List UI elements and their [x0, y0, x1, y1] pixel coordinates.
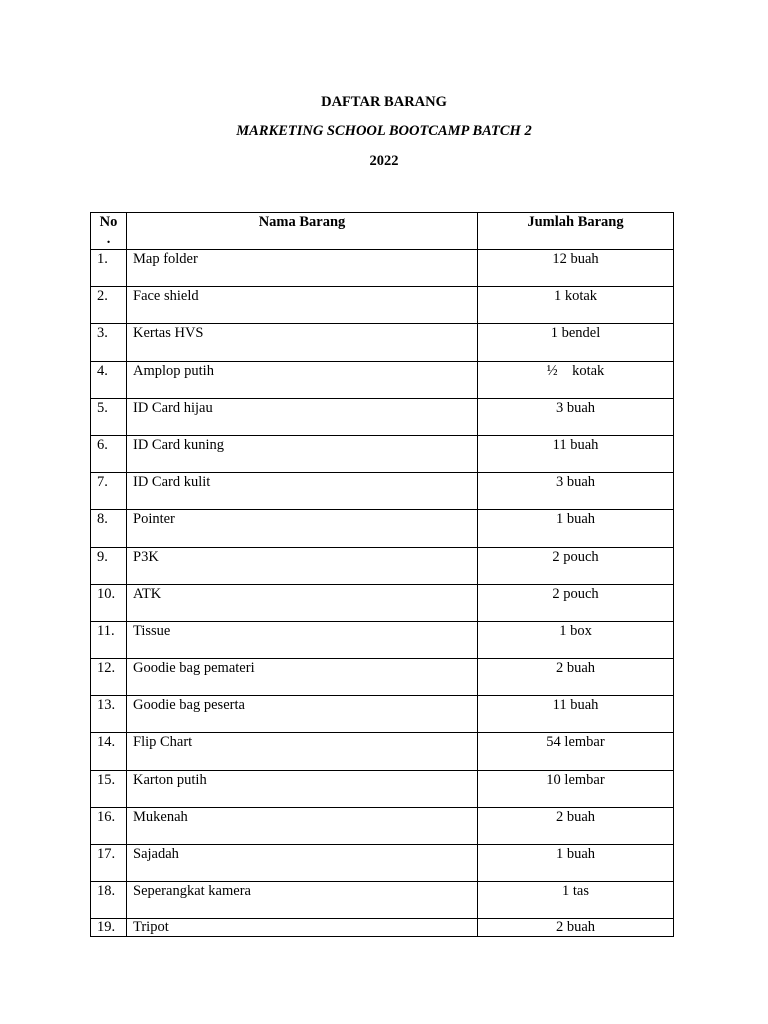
row-number: 9. — [91, 547, 127, 584]
row-number: 4. — [91, 361, 127, 398]
table-row — [91, 510, 674, 547]
table-row — [91, 361, 674, 398]
row-number: 10. — [91, 584, 127, 621]
item-quantity: 2 buah — [478, 659, 674, 696]
item-quantity: 2 pouch — [478, 547, 674, 584]
item-name: Tissue — [127, 621, 478, 658]
row-number: 2. — [91, 287, 127, 324]
document-title: DAFTAR BARANG — [321, 94, 447, 110]
item-quantity: 2 pouch — [478, 584, 674, 621]
table-row — [91, 733, 674, 770]
item-quantity: 1 tas — [478, 882, 674, 919]
item-name: Flip Chart — [127, 733, 478, 770]
item-name: Kertas HVS — [127, 324, 478, 361]
item-quantity: 54 lembar — [478, 733, 674, 770]
item-quantity: 1 bendel — [478, 324, 674, 361]
item-name: Mukenah — [127, 807, 478, 844]
item-quantity: 3 buah — [478, 398, 674, 435]
row-number: 12. — [91, 659, 127, 696]
item-name: Face shield — [127, 287, 478, 324]
item-quantity: 1 buah — [478, 845, 674, 882]
item-quantity: 1 kotak — [478, 287, 674, 324]
item-quantity: 11 buah — [478, 696, 674, 733]
table-body — [91, 250, 674, 937]
table-row — [91, 696, 674, 733]
table-row — [91, 473, 674, 510]
table-row — [91, 584, 674, 621]
item-name: P3K — [127, 547, 478, 584]
table-row — [91, 845, 674, 882]
row-number: 17. — [91, 845, 127, 882]
row-number: 16. — [91, 807, 127, 844]
item-name: Goodie bag pemateri — [127, 659, 478, 696]
item-quantity: 10 lembar — [478, 770, 674, 807]
row-number: 5. — [91, 398, 127, 435]
row-number: 13. — [91, 696, 127, 733]
item-name: ATK — [127, 584, 478, 621]
item-name: Map folder — [127, 250, 478, 287]
column-header-no — [91, 213, 127, 250]
item-quantity: 2 buah — [478, 807, 674, 844]
item-name: Seperangkat kamera — [127, 882, 478, 919]
item-name: Amplop putih — [127, 361, 478, 398]
row-number: 11. — [91, 621, 127, 658]
row-number: 14. — [91, 733, 127, 770]
table-row — [91, 621, 674, 658]
row-number: 3. — [91, 324, 127, 361]
row-number: 7. — [91, 473, 127, 510]
item-name: Karton putih — [127, 770, 478, 807]
item-name: ID Card kuning — [127, 435, 478, 472]
item-quantity: 1 buah — [478, 510, 674, 547]
table-row — [91, 770, 674, 807]
table-row — [91, 882, 674, 919]
table-row — [91, 807, 674, 844]
table-row — [91, 324, 674, 361]
table-header-row — [91, 213, 674, 250]
row-number: 19. — [91, 919, 127, 937]
row-number: 18. — [91, 882, 127, 919]
table-row — [91, 398, 674, 435]
row-number: 1. — [91, 250, 127, 287]
row-number: 6. — [91, 435, 127, 472]
table-row — [91, 547, 674, 584]
item-quantity: 2 buah — [478, 919, 674, 937]
column-header-no-line1: No — [99, 214, 118, 230]
column-header-no-line2: . — [106, 231, 111, 247]
document-year: 2022 — [369, 153, 399, 169]
document-subtitle: MARKETING SCHOOL BOOTCAMP BATCH 2 — [236, 123, 532, 139]
item-name: ID Card kulit — [127, 473, 478, 510]
table-row — [91, 287, 674, 324]
item-quantity: 11 buah — [478, 435, 674, 472]
item-quantity: 12 buah — [478, 250, 674, 287]
row-number: 15. — [91, 770, 127, 807]
table-row — [91, 659, 674, 696]
table-row — [91, 250, 674, 287]
items-table — [90, 212, 674, 937]
item-quantity: 3 buah — [478, 473, 674, 510]
item-name: Goodie bag peserta — [127, 696, 478, 733]
row-number: 8. — [91, 510, 127, 547]
item-quantity: ½ kotak — [478, 361, 674, 398]
column-header-name: Nama Barang — [127, 213, 478, 250]
table-row — [91, 435, 674, 472]
item-name: Tripot — [127, 919, 478, 937]
item-name: ID Card hijau — [127, 398, 478, 435]
table-row — [91, 919, 674, 937]
item-name: Pointer — [127, 510, 478, 547]
item-name: Sajadah — [127, 845, 478, 882]
column-header-qty: Jumlah Barang — [478, 213, 674, 250]
item-quantity: 1 box — [478, 621, 674, 658]
